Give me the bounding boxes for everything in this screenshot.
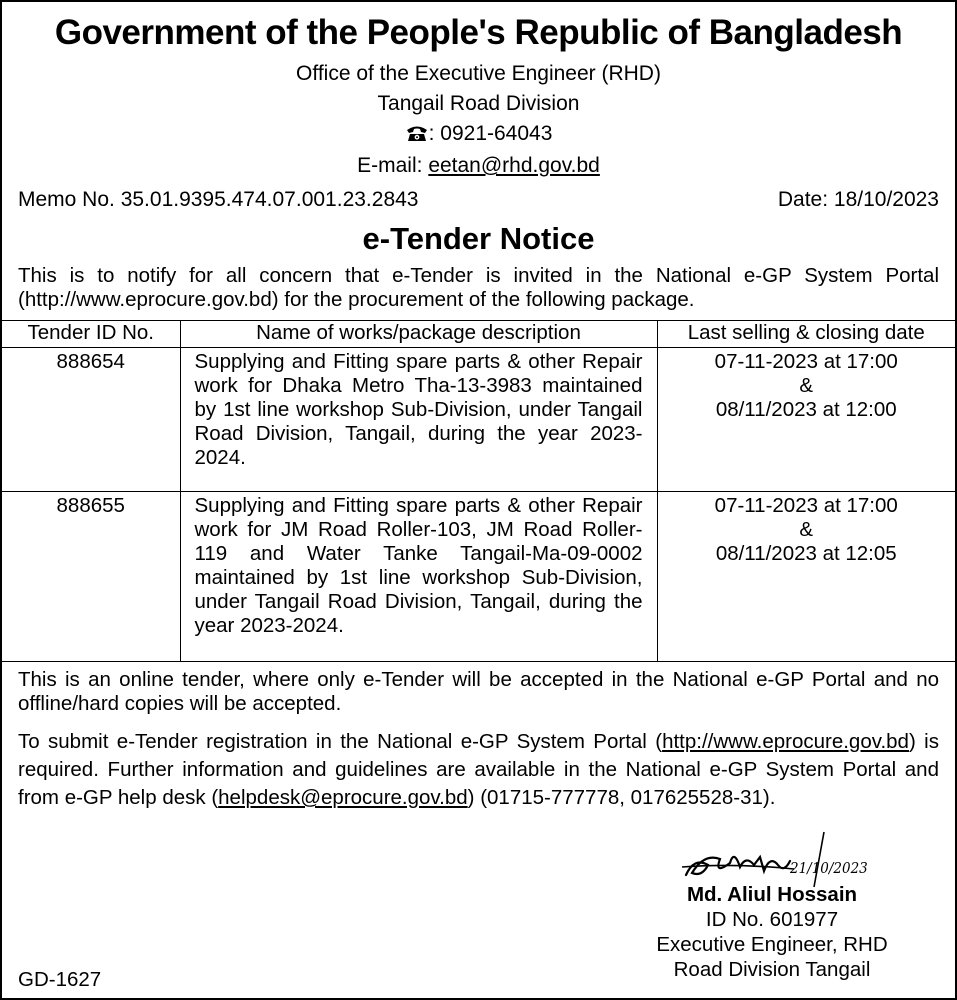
gd-reference: GD-1627	[18, 968, 102, 991]
tender-description: Supplying and Fitting spare parts & other Repair work for JM Road Roller-103, JM Road Roller-119 and Water Tanke Tangail-Ma-09-0002 maintained by 1st line workshop Sub-Division, under Tangail Road Division, Tangail, during the year 2023-2024.	[180, 492, 657, 662]
signature-date: 21/10/2023	[790, 859, 868, 877]
notice-title: e-Tender Notice	[362, 221, 595, 256]
table-row	[2, 492, 955, 662]
signatory-id: ID No. 601977	[705, 908, 839, 931]
table-row	[2, 348, 955, 492]
submit-text-1: To submit e-Tender registration in the National e-GP System Portal (	[18, 730, 663, 753]
header-description: Name of works/package description	[180, 321, 657, 348]
date-ampersand: &	[799, 518, 814, 541]
government-title: Government of the People's Republic of Bangladesh	[54, 13, 903, 52]
phone-line	[2, 120, 955, 148]
tender-table	[2, 320, 955, 662]
intro-text-2: ) for the procurement of the following package.	[271, 288, 695, 311]
selling-date: 07-11-2023 at 17:00	[714, 494, 898, 517]
signatory-block	[652, 882, 892, 982]
signatory-name: Md. Aliul Hossain	[686, 883, 858, 906]
tender-id: 888654	[2, 348, 180, 492]
selling-date: 07-11-2023 at 17:00	[714, 350, 898, 373]
signatory-office: Road Division Tangail	[673, 958, 871, 981]
closing-date: 08/11/2023 at 12:05	[715, 542, 897, 565]
division-name: Tangail Road Division	[377, 92, 580, 115]
email-link[interactable]: eetan@rhd.gov.bd	[428, 154, 600, 177]
intro-text-1: This is to notify for all concern that e-Tender is invited in the National e-GP System Portal (	[18, 264, 939, 311]
date-ampersand: &	[799, 374, 814, 397]
memo-number: Memo No. 35.01.9395.474.07.001.23.2843	[18, 188, 419, 211]
intro-portal-link[interactable]: http://www.eprocure.gov.bd	[24, 288, 272, 311]
submit-portal-link[interactable]: http://www.eprocure.gov.bd	[662, 730, 909, 753]
helpdesk-email-link[interactable]: helpdesk@eprocure.gov.bd	[218, 786, 468, 809]
memo-row	[18, 186, 939, 214]
submit-text-3: ) (01715-777778, 017625528-31).	[467, 786, 776, 809]
table-header-row	[2, 321, 955, 348]
tender-dates	[657, 348, 955, 492]
phone-number: : 0921-64043	[428, 122, 553, 145]
header-tender-id: Tender ID No.	[2, 321, 180, 348]
tender-description: Supplying and Fitting spare parts & other Repair work for Dhaka Metro Tha-13-3983 maintained by 1st line workshop Sub-Division, under Tangail Road Division, Tangail, during the year 2023-2024.	[180, 348, 657, 492]
online-note: This is an online tender, where only e-Tender will be accepted in the National e-GP Portal and no offline/hard copies will be accepted.	[18, 668, 939, 715]
tender-id: 888655	[2, 492, 180, 662]
tender-dates	[657, 492, 955, 662]
office-name: Office of the Executive Engineer (RHD)	[296, 62, 661, 85]
email-line	[2, 152, 955, 180]
signatory-designation: Executive Engineer, RHD	[656, 933, 888, 956]
email-label: E-mail:	[357, 154, 429, 177]
memo-date: Date: 18/10/2023	[777, 188, 939, 211]
telephone-icon	[405, 124, 429, 142]
closing-date: 08/11/2023 at 12:00	[715, 398, 897, 421]
submission-paragraph	[18, 728, 939, 812]
intro-paragraph	[18, 264, 939, 312]
header-dates: Last selling & closing date	[657, 321, 955, 348]
submit-text-2: ) is required. Further information and guidelines are available in the National e-GP System Portal and from e-GP help desk (	[18, 730, 939, 809]
